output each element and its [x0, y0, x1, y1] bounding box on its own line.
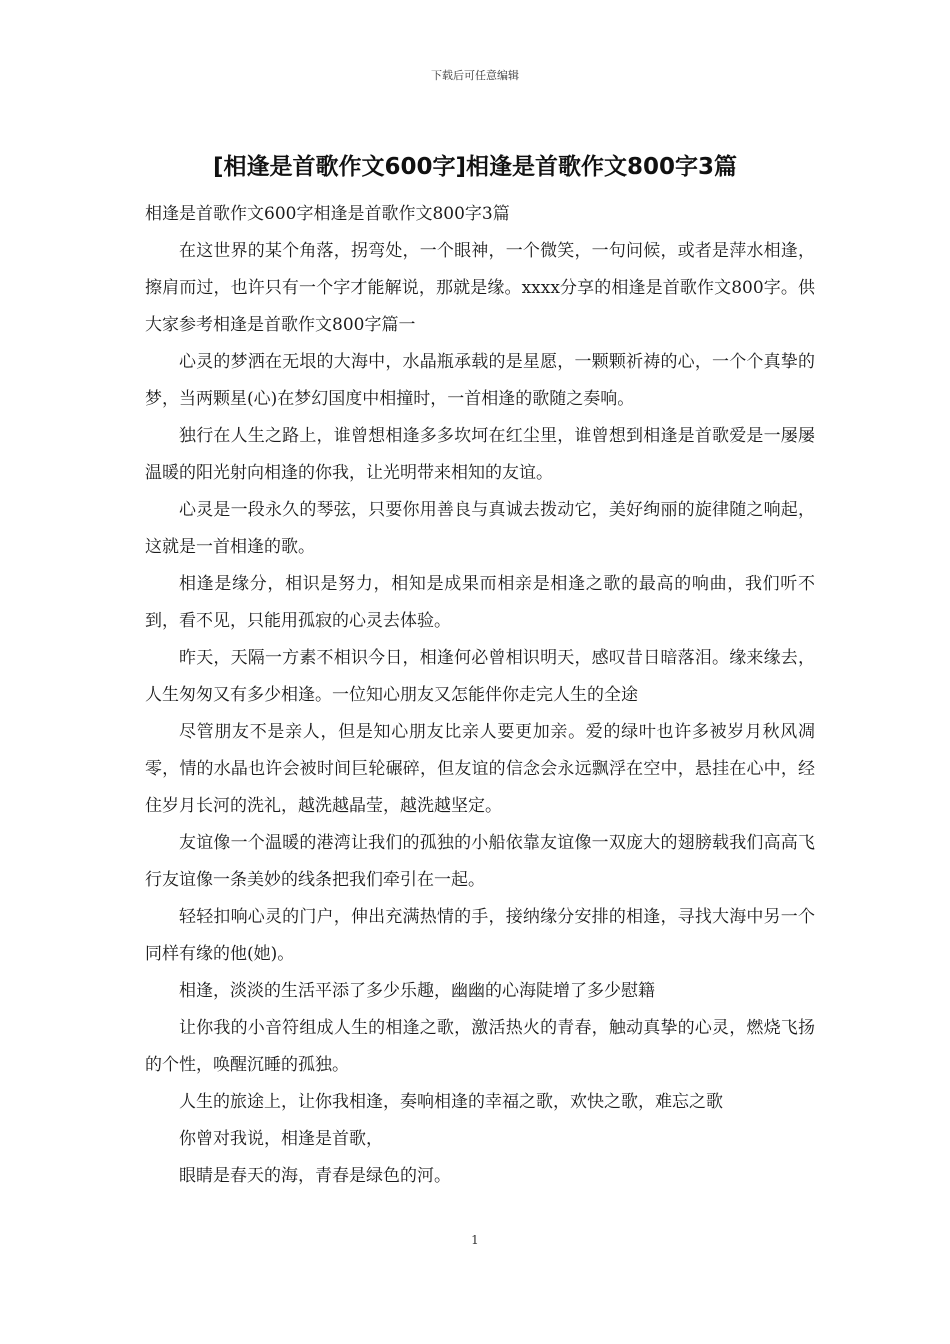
paragraph: 你曾对我说，相逢是首歌， [179, 1129, 383, 1149]
header-note: 下载后可任意编辑 [431, 69, 519, 82]
paragraph: 相逢是缘分，相识是努力，相知是成果而相亲是相逢之歌的最高的响曲，我们听不到，看不见，只能用孤寂的心灵去体验。 [145, 574, 815, 631]
paragraph: 眼睛是春天的海，青春是绿色的河。 [179, 1166, 451, 1186]
paragraph: 让你我的小音符组成人生的相逢之歌，激活热火的青春，触动真挚的心灵，燃烧飞扬的个性，唤醒沉睡的孤独。 [145, 1018, 815, 1075]
document-body [145, 196, 815, 1195]
paragraph: 轻轻扣响心灵的门户，伸出充满热情的手，接纳缘分安排的相逢，寻找大海中另一个同样有缘的他(她)。 [145, 907, 815, 964]
document-subtitle: 相逢是首歌作文600字相逢是首歌作文800字3篇 [145, 204, 510, 224]
paragraph: 昨天，天隔一方素不相识今日，相逢何必曾相识明天，感叹昔日暗落泪。缘来缘去，人生匆匆又有多少相逢。一位知心朋友又怎能伴你走完人生的全途 [145, 648, 815, 705]
paragraph: 独行在人生之路上，谁曾想相逢多多坎坷在红尘里，谁曾想到相逢是首歌爱是一屡屡温暖的阳光射向相逢的你我，让光明带来相知的友谊。 [145, 426, 815, 483]
paragraph: 心灵是一段永久的琴弦，只要你用善良与真诚去拨动它，美好绚丽的旋律随之响起，这就是一首相逢的歌。 [145, 500, 815, 557]
paragraph: 尽管朋友不是亲人，但是知心朋友比亲人要更加亲。爱的绿叶也许多被岁月秋风凋零，情的水晶也许会被时间巨轮碾碎，但友谊的信念会永远飘浮在空中，悬挂在心中，经住岁月长河的洗礼，越洗越晶莹，越洗越坚定。 [145, 722, 815, 816]
page-number: 1 [471, 1233, 479, 1247]
paragraph: 相逢，淡淡的生活平添了多少乐趣，幽幽的心海陡增了多少慰籍 [179, 981, 655, 1001]
paragraph: 友谊像一个温暖的港湾让我们的孤独的小船依靠友谊像一双庞大的翅膀载我们高高飞行友谊像一条美妙的线条把我们牵引在一起。 [145, 833, 815, 890]
paragraph: 人生的旅途上，让你我相逢，奏响相逢的幸福之歌，欢快之歌，难忘之歌 [179, 1092, 723, 1112]
paragraph: 心灵的梦洒在无垠的大海中，水晶瓶承载的是星愿，一颗颗祈祷的心，一个个真挚的梦，当两颗星(心)在梦幻国度中相撞时，一首相逢的歌随之奏响。 [145, 352, 815, 409]
document-title: [相逢是首歌作文600字]相逢是首歌作文800字3篇 [212, 154, 738, 180]
paragraph: 在这世界的某个角落，拐弯处，一个眼神，一个微笑，一句问候，或者是萍水相逢，擦肩而过，也许只有一个字才能解说，那就是缘。xxxx分享的相逢是首歌作文800字。供大家参考相逢是首歌作文800字篇一 [145, 241, 815, 335]
